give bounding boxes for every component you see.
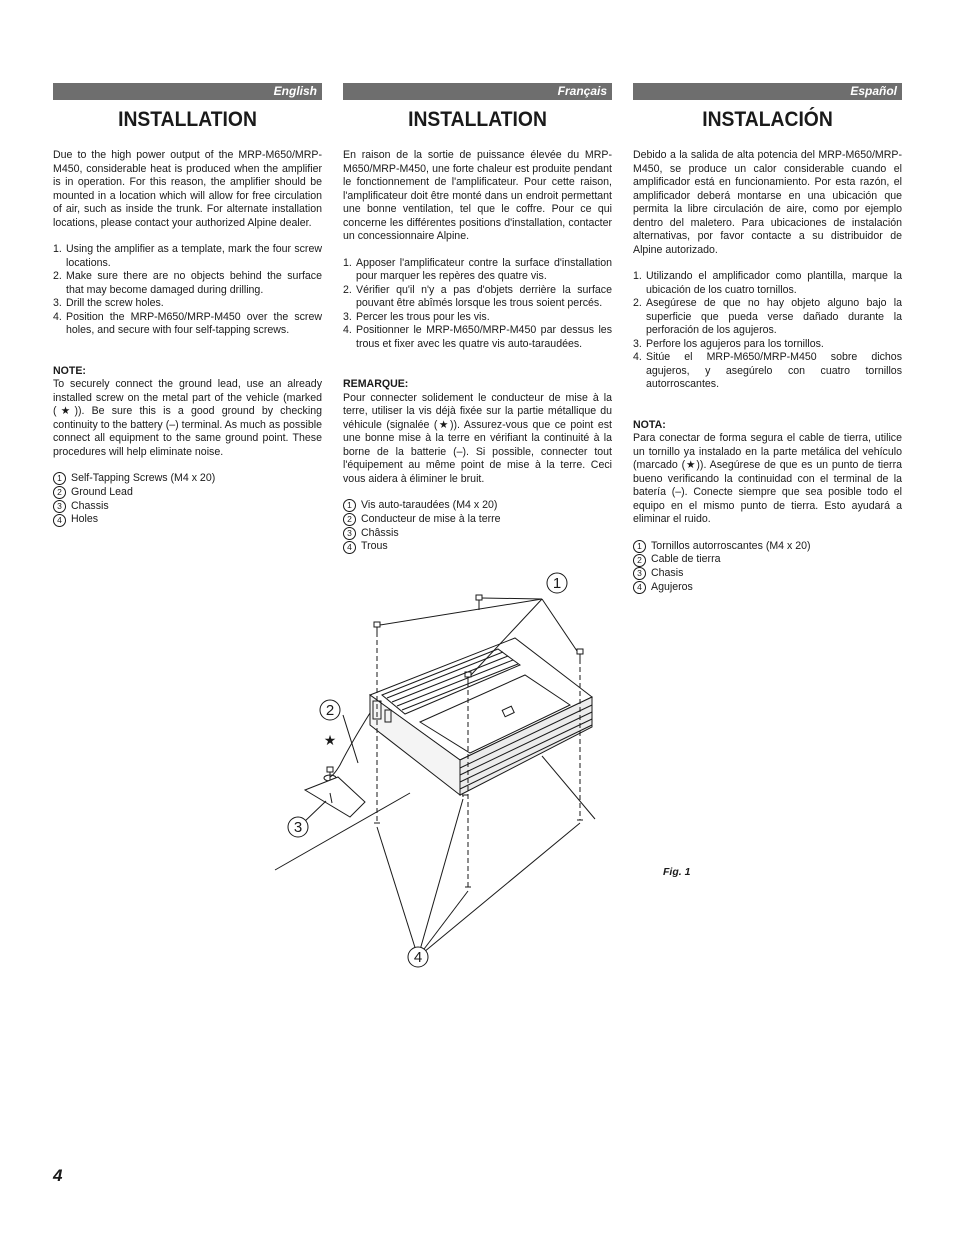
section-title-english: INSTALLATION: [118, 108, 257, 131]
column-english: [53, 83, 322, 527]
step-item: 1. Utilizando el amplificador como plantilla, marque la ubicación de los cuatro tornillos.: [633, 270, 902, 296]
callout-number-badge: 3: [633, 567, 646, 580]
callout-number-badge: 4: [53, 514, 66, 527]
steps-list-spanish: [633, 270, 902, 392]
callout-number-badge: 1: [343, 499, 356, 512]
note-body-english: To securely connect the ground lead, use an already installed screw on the metal part of the vehicle (marked (★)). Be sure this is a good ground by checking continuity to the battery (–) terminal. As much as possible connect all equipment to the same ground point. These procedures will help eliminate noise.: [53, 378, 322, 458]
intro-paragraph-english: Due to the high power output of the MRP-M650/MRP-M450, considerable heat is produced when the amplifier is in operation. For this reason, the amplifier should be mounted in a location which will allow for free circulation of air, such as inside the trunk. For alternate installation locations, please contact your authorized Alpine dealer.: [53, 149, 322, 229]
part-item: 3 Chasis: [633, 567, 902, 581]
callout-label-3: 3: [293, 819, 303, 836]
note-body-french: Pour connecter solidement le conducteur de mise à la terre, utiliser la vis déjà fixée sur la partie métallique du véhicule (signalée (★)). Assurez-vous que ce point est une bonne mise à la terre en vérifiant la continuité à la borne de la batterie (–). Si possible, connecter tout l'équipement au même point de mise à la terre. Ceci vous aidera à éliminer le bruit.: [343, 391, 612, 485]
callout-label-2: 2: [325, 702, 335, 719]
callout-number-badge: 2: [633, 554, 646, 567]
page-number: 4: [53, 1166, 63, 1185]
note-heading-spanish: NOTA:: [633, 418, 666, 431]
part-item: 4 Agujeros: [633, 581, 902, 595]
chassis-piece: [305, 777, 365, 817]
note-body-spanish: Para conectar de forma segura el cable de tierra, utilice un tornillo ya instalado en la parte metálica del vehículo (marcado (★)). Asegúrese de que es un punto de tierra bueno verificando la continuidad con el terminal de la batería (–). Conecte siempre que sea posible todo el equipo en el mismo punto de tierra. Esto ayudará a eliminar el ruido.: [633, 432, 902, 525]
callout-number-badge: 2: [53, 486, 66, 499]
step-item: 4. Positionner le MRP-M650/MRP-M450 par dessus les trous et fixer avec les quatre vis auto-taraudées.: [343, 324, 612, 350]
intro-paragraph-spanish: Debido a la salida de alta potencia del MRP-M650/MRP-M450, se produce un calor considerable cuando el amplificador está en funcionamiento. Por esta razón, el amplificador deberá montarse en una ubicación que permita la libre circulación de aire, como por ejemplo dentro del maletero. Para ubicaciones de instalación alternativas, por favor contacte a su distribuidor de Alpine autorizado.: [633, 149, 902, 256]
intro-paragraph-french: En raison de la sortie de puissance élevée du MRP-M650/MRP-M450, une forte chaleur est produite pendant le fonctionnement de l'amplificateur. Pour cette raison, l'amplificateur doit être monté dans un endroit permettant une bonne ventilation, tel que le coffre. Pour ce qui concerne les différentes positions d'installation, contacter un concessionnaire Alpine.: [343, 149, 612, 242]
step-item: 1. Using the amplifier as a template, mark the four screw locations.: [53, 243, 322, 269]
part-item: 1 Tornillos autorroscantes (M4 x 20): [633, 540, 902, 554]
part-item: 2 Ground Lead: [53, 486, 322, 500]
screw-icon: [577, 649, 583, 664]
callout-number-badge: 4: [633, 581, 646, 594]
figure-caption: Fig. 1: [663, 866, 691, 878]
language-label-french: Français: [343, 83, 612, 100]
section-title-spanish: INSTALACIÓN: [702, 108, 833, 131]
part-item: 4 Trous: [343, 540, 612, 554]
part-item: 1 Vis auto-taraudées (M4 x 20): [343, 499, 612, 513]
callout-number-badge: 1: [633, 540, 646, 553]
step-item: 2. Make sure there are no objects behind the surface that may become damaged during drilling.: [53, 270, 322, 296]
parts-list-french: [343, 499, 612, 554]
step-item: 3. Percer les trous pour les vis.: [343, 310, 490, 323]
language-label-spanish: Español: [633, 83, 902, 100]
language-label-english: English: [53, 83, 322, 100]
step-item: 2. Vérifier qu'il n'y a pas d'objets derrière la surface pouvant être abîmés lorsque les trous soient percés.: [343, 283, 612, 309]
part-item: 4 Holes: [53, 513, 322, 527]
part-item: 3 Châssis: [343, 527, 612, 541]
installation-figure: [270, 565, 600, 975]
callout-number-badge: 3: [53, 500, 66, 513]
step-item: 1. Apposer l'amplificateur contre la surface d'installation pour marquer les repères des quatre vis.: [343, 256, 612, 282]
screw-icon: [476, 595, 482, 610]
part-item: 2 Conducteur de mise à la terre: [343, 513, 612, 527]
parts-list-english: [53, 472, 322, 527]
section-title-french: INSTALLATION: [408, 108, 547, 131]
surface-edge-line: [542, 756, 595, 819]
note-heading-french: REMARQUE:: [343, 378, 409, 390]
step-item: 3. Drill the screw holes.: [53, 297, 164, 309]
parts-list-spanish: [633, 540, 902, 595]
steps-list-french: [343, 257, 612, 352]
step-item: 4. Position the MRP-M650/MRP-M450 over the screw holes, and secure with four self-tapping screws.: [53, 310, 322, 336]
step-item: 4. Sitúe el MRP-M650/MRP-M450 sobre dichos agujeros, y asegúrelo con cuatro tornillos autorroscantes.: [633, 351, 902, 390]
part-item: 1 Self-Tapping Screws (M4 x 20): [53, 472, 322, 486]
step-item: 2. Asegúrese de que no hay objeto alguno bajo la superficie que pueda verse dañado durante la perforación de los agujeros.: [633, 297, 902, 336]
part-item: 3 Chassis: [53, 500, 322, 514]
steps-list-english: [53, 243, 322, 338]
note-heading-english: NOTE:: [53, 364, 86, 377]
callout-number-badge: 4: [343, 541, 356, 554]
callout-number-badge: 3: [343, 527, 356, 540]
callout-number-badge: 1: [53, 472, 66, 485]
step-item: 3. Perfore los agujeros para los tornillos.: [633, 337, 824, 350]
callout-label-1: 1: [552, 575, 562, 592]
screw-icon: [374, 622, 380, 637]
part-item: 2 Cable de tierra: [633, 553, 902, 567]
ground-star-icon: ★: [323, 732, 337, 748]
column-spanish: [633, 83, 902, 595]
callout-number-badge: 2: [343, 513, 356, 526]
column-french: [343, 83, 612, 554]
callout-label-4: 4: [413, 949, 423, 966]
